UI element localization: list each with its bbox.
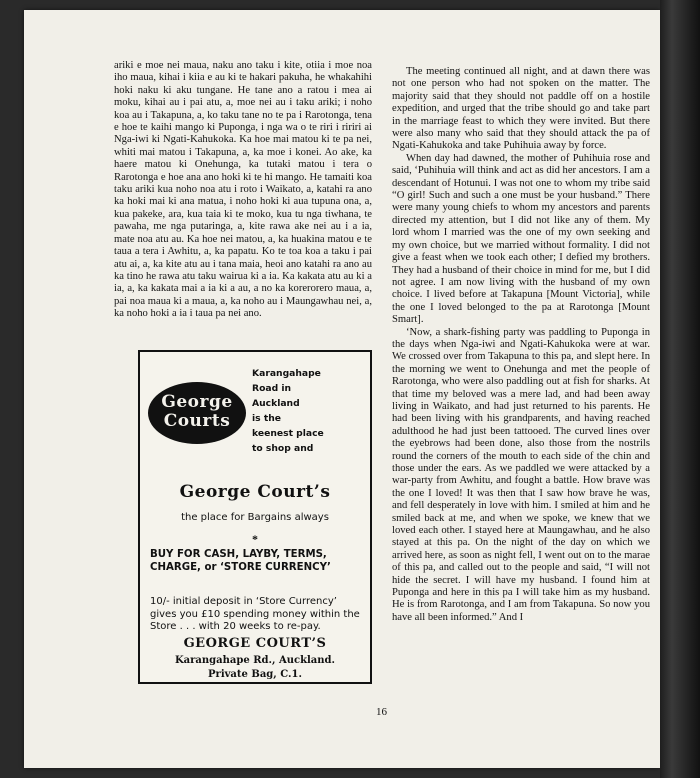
ad-subtitle: the place for Bargains always: [181, 512, 329, 523]
tagline-line: Road in: [252, 383, 292, 394]
offer-line: CHARGE, or ‘STORE CURRENCY’: [150, 562, 331, 573]
page-number: 16: [376, 706, 387, 718]
george-courts-advertisement: [138, 350, 372, 684]
ad-deposit-text: 10/- initial deposit in ‘Store Currency’ gives you £10 spending money within the Store . . . with 20 weeks to re-pay.: [150, 596, 360, 632]
ad-title: George Court’s: [179, 482, 331, 502]
maori-paragraph: ariki e moe nei maua, naku ano taku i kite, otiia i moe noa iho maua, kihai i kiia e au ki te hakari pakuha, he whakahihi hoki naku ki aku tungane. He tane ano a ratou i mea ai moku, kihai au i pai atu, a, moe nei au i taku ariki; i noho koa au i Takapuna, a, ko taku tane no te pa i Rarotonga, tena e hoe te kaihi mango ki Puponga, i nga wa o te riri i ririri ai Nga-iwi ki Ngati-Kahukoka. Ka hoe mai matou ki te pa nei, whiti mai matou i Takapuna, a, ka moe i konei. Ao ake, ka haere matou ki Onehunga, ka tutaki matou i tera o Rarotonga e hoe ana ano hoki ki te hi mango. He tamaiti koa taku ariki kua noho noa atu i roto i Waikato, a, katahi ra ano ka hoki mai ki ana matua, i noho hoki ki aua tupuna ona, a, kua pakeke, ara, kua taia ki te moko, kua tu nga tiwhana, te pawaha, me nga putaringa, a, kite rawa ake nei au i a ia, mate noa atu au. Ka hoe nei matou, a, ka huakina matou e te taua a tera i Awhitu, a, ka papatu. Ko te toa koa a taku i pai atu ai, a, ka kite atu au i tana maia, heoi ano katahi ra ano au ka tino he rawa atu taku wairua ki a ia. Ka kakata atu au ki a ia, a, ka kakata mai a ia ki a au, a no ka korerorero maua, a, pai noa maua ki a maua, a, ka noho au i Maungawhau nei, a, ka noho hoki a ia i taua pa nei ano.: [114, 60, 372, 320]
english-paragraph: The meeting continued all night, and at dawn there was not one person who had not spoken on the matter. The majority said that they should not paddle off on a hostile expedition, and urged that the tribe should go and take part in the marriage feast to which they were invited. But there were also many who said that they should attack the pa of Ngati-Kahukoka and take Puhihuia away by force.: [392, 66, 650, 152]
address-line: Karangahape Rd., Auckland.: [174, 655, 336, 666]
george-courts-logo: [148, 382, 246, 444]
ad-offer: [150, 548, 364, 574]
offer-line: BUY FOR CASH, LAYBY, TERMS,: [150, 549, 327, 560]
english-text-column: [392, 66, 650, 624]
english-paragraph: ‘Now, a shark-fishing party was paddling to Puponga in the days when Nga-iwi and Ngati-Kahukoka were at war. We crossed over from Takapuna to this pa, and slept here. In the morning we went to Onehunga and met the people of Rarotonga, who were also paddling out at fish for sharks. At that time my beloved was a mere lad, and had been away living in Waikato, and had just returned to his parents. He had been living with his grandparents, and having reached adulthood he had just been tattooed. The curved lines over the eyebrows had been done, also those from the nostrils round the corners of the mouth to each side of the chin and those under the ears. As we paddled we were attacked by a war-party from Awhitu, and fought a battle. How brave was the one I loved! It was then that I saw how brave he was, and fell desperately in love with him. I smiled at him and he smiled back at me, and when we spoke, we knew that we loved each other. I stayed here at Maungawhau, and he also stayed at this pa. On the night of the day on which we arrived here, as soon as night fell, I went out on to the marae of this pa, and called out to the people and said, “I will not hide the secret. I will have my husband. I found him at Puponga and here in this pa I will take him as my husband. He is from Rarotonga, and I am from Takapuna. So now you have all been informed.” And I: [392, 326, 650, 623]
english-paragraph: When day had dawned, the mother of Puhihuia rose and said, ‘Puhihuia will think and act as did her ancestors. I am a descendant of Hotunui. I was not one to whom my tribe said “O girl! Such and such a one must be your husband.” There were many young chiefs to whom my ancestors and parents directed my attention, but I did not like any of them. My lord whom I married was the one of my own seeking and my own choice, but we married without formality. I did not give a feast when we took each other; I defied my brothers. They had a husband of their choice in mind for me, but I did not agree. I am now living with the husband of my own choice. I lived before at Takapuna [Mount Victoria], while the one I loved belonged to the pa at Rarotonga [Mount Smart].: [392, 152, 650, 326]
tagline-line: Auckland: [252, 398, 300, 409]
star-ornament: *: [252, 532, 258, 546]
address-line: Private Bag, C.1.: [208, 669, 302, 680]
ad-store-name: GEORGE COURT’S: [183, 636, 327, 651]
tagline-line: Karangahape: [252, 368, 321, 379]
ad-tagline: [252, 366, 362, 456]
ad-address: [140, 654, 370, 682]
logo-line-2: Courts: [163, 411, 231, 431]
tagline-line: keenest place: [252, 428, 324, 439]
maori-text-column: [114, 60, 372, 321]
logo-line-1: George: [161, 392, 233, 412]
tagline-line: to shop and: [252, 443, 314, 454]
scan-background-edge: [660, 0, 700, 778]
tagline-line: is the: [252, 413, 281, 424]
